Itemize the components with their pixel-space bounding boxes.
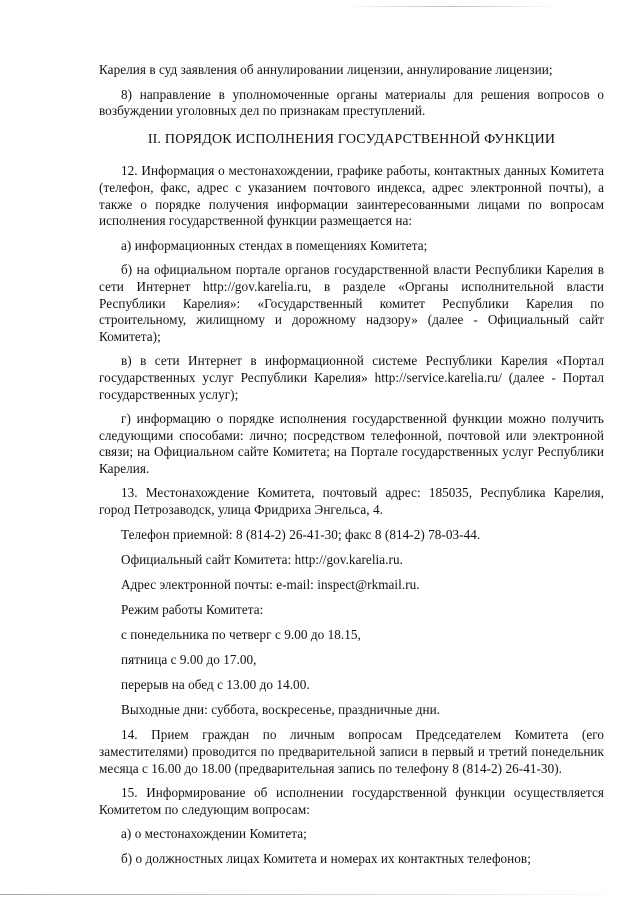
schedule-mon-thu: с понедельника по четверг с 9.00 до 18.15, — [121, 627, 361, 643]
paragraph-12v: в) в сети Интернет в информационной системе Республики Карелия «Портал государственных услуг Республики Карелия» http://service.karelia.ru/ (далее - Портал государственных услуг); — [99, 353, 604, 402]
days-off-line: Выходные дни: суббота, воскресенье, праздничные дни. — [121, 702, 441, 718]
scan-edge-top — [340, 6, 560, 7]
paragraph-15b: б) о должностных лицах Комитета и номерах их контактных телефонов; — [121, 851, 531, 867]
reception-phone-line: Телефон приемной: 8 (814-2) 26-41-30; факс 8 (814-2) 78-03-44. — [121, 526, 481, 542]
schedule-friday: пятница с 9.00 до 17.00, — [121, 652, 257, 668]
paragraph-15a: а) о местонахождении Комитета; — [121, 826, 307, 842]
paragraph-14: 14. Прием граждан по личным вопросам Председателем Комитета (его заместителями) проводится по предварительной записи в первый и третий понедельник месяца с 16.00 до 18.00 (предварительная запись по телефону 8 (814-2) 26-41-30). — [99, 727, 604, 776]
scan-edge-bottom — [0, 894, 639, 895]
paragraph-12g: г) информацию о порядке исполнения государственной функции можно получить следующими способами: лично; посредством телефонной, почтовой или электронной связи; на Официальном сайте Комитета; на Портале государственных услуг Республики Карелия. — [99, 411, 604, 476]
work-schedule-title: Режим работы Комитета: — [121, 601, 264, 617]
paragraph-item-8: 8) направление в уполномоченные органы материалы для решения вопросов о возбуждении уголовных дел по признакам преступлений. — [99, 86, 604, 119]
paragraph-13: 13. Местонахождение Комитета, почтовый адрес: 185035, Республика Карелия, город Петрозаводск, улица Фридриха Энгельса, 4. — [99, 485, 604, 518]
schedule-lunch: перерыв на обед с 13.00 до 14.00. — [121, 677, 310, 693]
paragraph-12b: б) на официальном портале органов государственной власти Республики Карелия в сети Интернет http://gov.karelia.ru, в разделе «Органы исполнительной власти Республики Карелия»: «Государственный комитет Республики Карелия по строительному, жилищному и дорожному надзору» (далее - Официальный сайт Комитета); — [99, 262, 604, 344]
section-heading: II. ПОРЯДОК ИСПОЛНЕНИЯ ГОСУДАРСТВЕННОЙ ФУНКЦИИ — [147, 131, 556, 147]
official-site-line: Официальный сайт Комитета: http://gov.karelia.ru. — [121, 551, 403, 567]
paragraph-12: 12. Информация о местонахождении, графике работы, контактных данных Комитета (телефон, факс, адрес с указанием почтового индекса, адрес электронной почты), а также о порядке получения информации заинтересованными лицами по вопросам исполнения государственной функции размещается на: — [99, 163, 604, 229]
email-line: Адрес электронной почты: e-mail: inspect@rkmail.ru. — [121, 576, 420, 592]
document-body — [99, 62, 604, 877]
paragraph-license-annulment: Карелия в суд заявления об аннулировании лицензии, аннулирование лицензии; — [99, 62, 553, 77]
paragraph-15: 15. Информирование об исполнении государственной функции осуществляется Комитетом по следующим вопросам: — [99, 785, 604, 817]
paragraph-12a: а) информационных стендах в помещениях Комитета; — [121, 237, 428, 253]
